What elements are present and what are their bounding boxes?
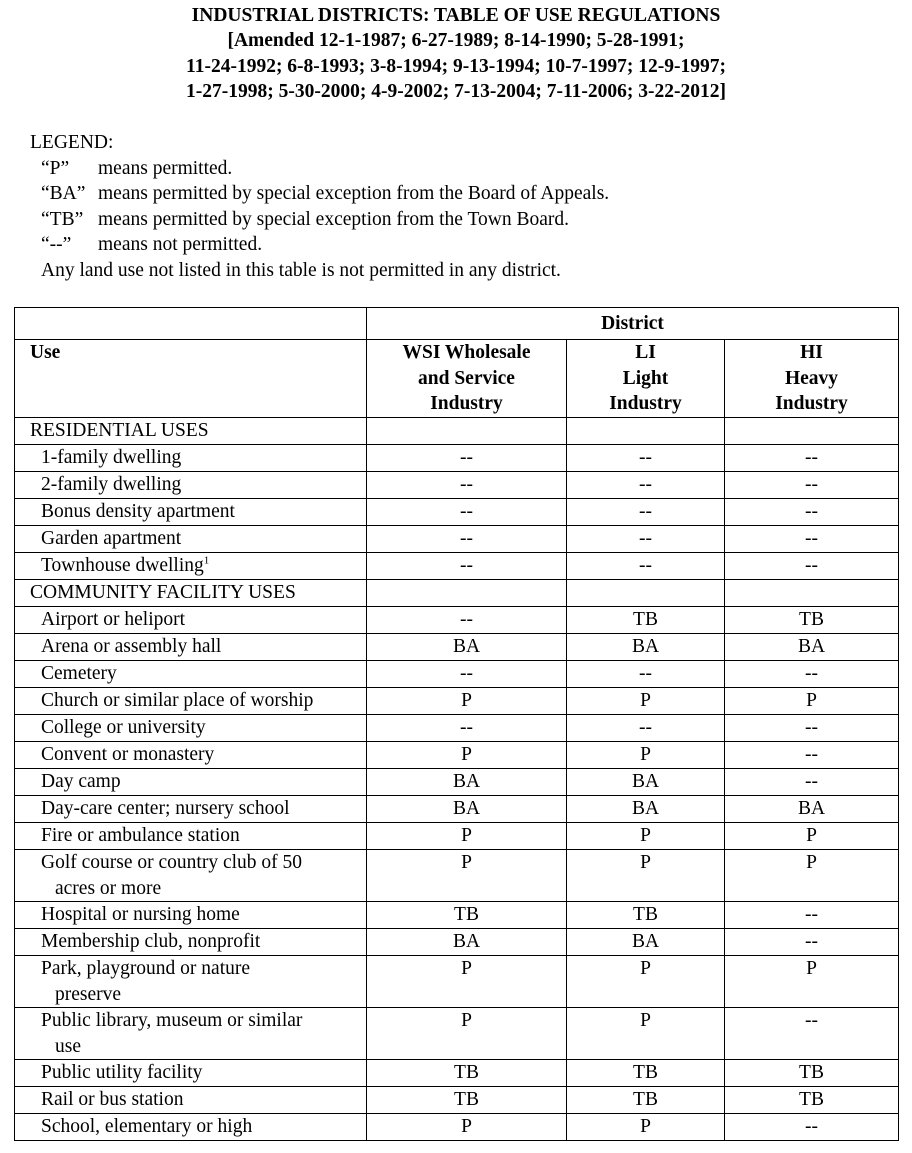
table-row [15,688,899,715]
use-label: Airport or heliport [41,609,186,630]
value-cell-hi: P [725,688,899,715]
use-cell [15,661,367,688]
table-row [15,902,899,929]
section-title: RESIDENTIAL USES [15,418,367,445]
value-cell-wsi: P [367,850,567,902]
value-cell-wsi: -- [367,553,567,580]
value-cell-hi: BA [725,634,899,661]
value-cell-hi: -- [725,929,899,956]
use-cell [15,796,367,823]
legend-code: “BA” [41,183,86,205]
use-label: Cemetery [41,663,117,684]
legend-item [30,181,609,207]
use-cell [15,634,367,661]
table-row [15,661,899,688]
legend-code: “P” [41,157,70,179]
use-label: Day camp [41,771,121,792]
value-cell-hi: TB [725,1087,899,1114]
value-cell-wsi: TB [367,1060,567,1087]
legend-item [30,232,609,258]
value-cell-li: P [567,1008,725,1060]
use-cell [15,1087,367,1114]
legend-code: “TB” [41,208,84,230]
value-cell-li: P [567,850,725,902]
column-header-line: Industry [609,393,682,414]
empty-cell [367,580,567,607]
table-row [15,553,899,580]
district-header: District [367,308,899,340]
use-label: Arena or assembly hall [41,636,222,657]
value-cell-hi: -- [725,902,899,929]
use-label: 2-family dwelling [41,474,182,495]
value-cell-li: TB [567,607,725,634]
value-cell-wsi: P [367,956,567,1008]
empty-cell [367,418,567,445]
title-line: INDUSTRIAL DISTRICTS: TABLE OF USE REGULATIONS [191,5,721,26]
table-row [15,445,899,472]
column-header-line: Light [622,367,669,389]
use-label: Membership club, nonprofit [41,931,261,952]
value-cell-li: -- [567,526,725,553]
value-cell-hi: -- [725,553,899,580]
column-header-line: LI [635,342,656,363]
value-cell-li: P [567,956,725,1008]
legend-text: means not permitted. [98,234,263,256]
value-cell-li: BA [567,929,725,956]
value-cell-li: P [567,688,725,715]
value-cell-wsi: P [367,1114,567,1141]
use-label: Public library, museum or similar [41,1010,303,1031]
section-title: COMMUNITY FACILITY USES [15,580,367,607]
legend-heading: LEGEND: [30,132,114,153]
use-label: School, elementary or high [41,1116,253,1137]
value-cell-wsi: -- [367,715,567,742]
value-cell-hi: P [725,823,899,850]
table-row [15,929,899,956]
table-row [15,715,899,742]
value-cell-wsi: -- [367,499,567,526]
use-header: Use [15,340,367,418]
value-cell-hi: -- [725,445,899,472]
table-row [15,769,899,796]
use-label: Hospital or nursing home [41,904,240,925]
value-cell-li: P [567,1114,725,1141]
legend-text: means permitted by special exception from the Board of Appeals. [98,183,610,205]
value-cell-li: BA [567,769,725,796]
value-cell-hi: -- [725,499,899,526]
value-cell-hi: BA [725,796,899,823]
use-cell [15,445,367,472]
value-cell-li: P [567,742,725,769]
use-cell [15,499,367,526]
value-cell-hi: P [725,956,899,1008]
section-row [15,580,899,607]
value-cell-li: -- [567,661,725,688]
use-label: Bonus density apartment [41,501,235,522]
use-cell [15,742,367,769]
amendment-line: [Amended 12-1-1987; 6-27-1989; 8-14-1990; 5-28-1991; [227,30,685,52]
value-cell-li: -- [567,715,725,742]
value-cell-li: BA [567,634,725,661]
column-header-li [567,340,725,418]
value-cell-hi: -- [725,472,899,499]
use-cell [15,1114,367,1141]
use-cell [15,902,367,929]
value-cell-li: TB [567,1087,725,1114]
value-cell-hi: -- [725,1114,899,1141]
value-cell-li: TB [567,902,725,929]
column-header-line: Heavy [784,367,839,389]
use-cell [15,1008,367,1060]
value-cell-wsi: -- [367,472,567,499]
value-cell-hi: -- [725,1008,899,1060]
value-cell-hi: TB [725,1060,899,1087]
legend-text: means permitted. [98,157,233,179]
use-label: Park, playground or nature [41,958,251,979]
value-cell-wsi: P [367,688,567,715]
value-cell-wsi: -- [367,445,567,472]
value-cell-wsi: TB [367,1087,567,1114]
column-header-line: and Service [418,367,515,389]
value-cell-hi: TB [725,607,899,634]
footnote-marker: 1 [203,554,210,567]
value-cell-wsi: P [367,823,567,850]
use-label-continued: preserve [55,983,122,1005]
value-cell-wsi: BA [367,796,567,823]
value-cell-li: -- [567,499,725,526]
column-header-line: Industry [775,393,848,414]
value-cell-li: -- [567,553,725,580]
table-row [15,472,899,499]
value-cell-wsi: -- [367,526,567,553]
table-row [15,1060,899,1087]
legend-item [30,156,609,182]
use-cell [15,553,367,580]
use-label: Rail or bus station [41,1089,184,1110]
value-cell-hi: -- [725,715,899,742]
value-cell-li: P [567,823,725,850]
legend-item [30,207,609,233]
table-row [15,823,899,850]
use-cell [15,929,367,956]
legend-note: Any land use not listed in this table is not permitted in any district. [41,259,561,281]
column-header-line: Industry [430,393,503,414]
amendment-line: 11-24-1992; 6-8-1993; 3-8-1994; 9-13-1994; 10-7-1997; 12-9-1997; [186,55,726,77]
use-label: Garden apartment [41,528,182,549]
use-cell [15,769,367,796]
use-cell [15,526,367,553]
use-cell [15,956,367,1008]
empty-cell [725,580,899,607]
table-row [15,607,899,634]
value-cell-li: -- [567,445,725,472]
use-label: Public utility facility [41,1062,203,1083]
empty-cell [725,418,899,445]
value-cell-wsi: TB [367,902,567,929]
use-label: College or university [41,717,206,738]
section-row [15,418,899,445]
value-cell-wsi: BA [367,634,567,661]
value-cell-hi: -- [725,526,899,553]
table-row [15,499,899,526]
value-cell-hi: -- [725,661,899,688]
use-label: Fire or ambulance station [41,825,240,846]
legend [30,130,609,284]
use-label: 1-family dwelling [41,447,182,468]
table-row [15,796,899,823]
column-header-wsi [367,340,567,418]
use-cell [15,472,367,499]
empty-cell [567,418,725,445]
table-row [15,742,899,769]
empty-cell [567,580,725,607]
document-title [0,3,912,104]
value-cell-hi: -- [725,742,899,769]
use-cell [15,850,367,902]
legend-code: “--” [41,234,72,256]
column-header-line: WSI Wholesale [402,342,531,363]
value-cell-li: BA [567,796,725,823]
table-row [15,1008,899,1060]
use-label: Day-care center; nursery school [41,798,290,819]
use-cell [15,715,367,742]
table-row [15,526,899,553]
use-label: Townhouse dwelling [41,555,204,576]
value-cell-wsi: P [367,742,567,769]
value-cell-wsi: BA [367,769,567,796]
use-label: Golf course or country club of 50 [41,852,303,873]
value-cell-hi: P [725,850,899,902]
table-row [15,956,899,1008]
value-cell-wsi: P [367,1008,567,1060]
use-label-continued: use [55,1035,81,1057]
value-cell-hi: -- [725,769,899,796]
amendment-line: 1-27-1998; 5-30-2000; 4-9-2002; 7-13-2004; 7-11-2006; 3-22-2012] [186,80,726,102]
column-header-hi [725,340,899,418]
value-cell-wsi: BA [367,929,567,956]
table-row [15,1114,899,1141]
use-cell [15,1060,367,1087]
use-cell [15,823,367,850]
table-row [15,850,899,902]
use-cell [15,688,367,715]
value-cell-wsi: -- [367,607,567,634]
use-cell [15,607,367,634]
use-regulations-table [14,307,899,1141]
use-label: Convent or monastery [41,744,215,765]
use-label-continued: acres or more [55,877,162,899]
column-header-line: HI [800,342,823,363]
value-cell-li: TB [567,1060,725,1087]
value-cell-wsi: -- [367,661,567,688]
table-body [15,418,899,1141]
empty-header-cell [15,308,367,340]
value-cell-li: -- [567,472,725,499]
use-label: Church or similar place of worship [41,690,314,711]
table-row [15,1087,899,1114]
legend-text: means permitted by special exception from the Town Board. [98,208,570,230]
table-row [15,634,899,661]
